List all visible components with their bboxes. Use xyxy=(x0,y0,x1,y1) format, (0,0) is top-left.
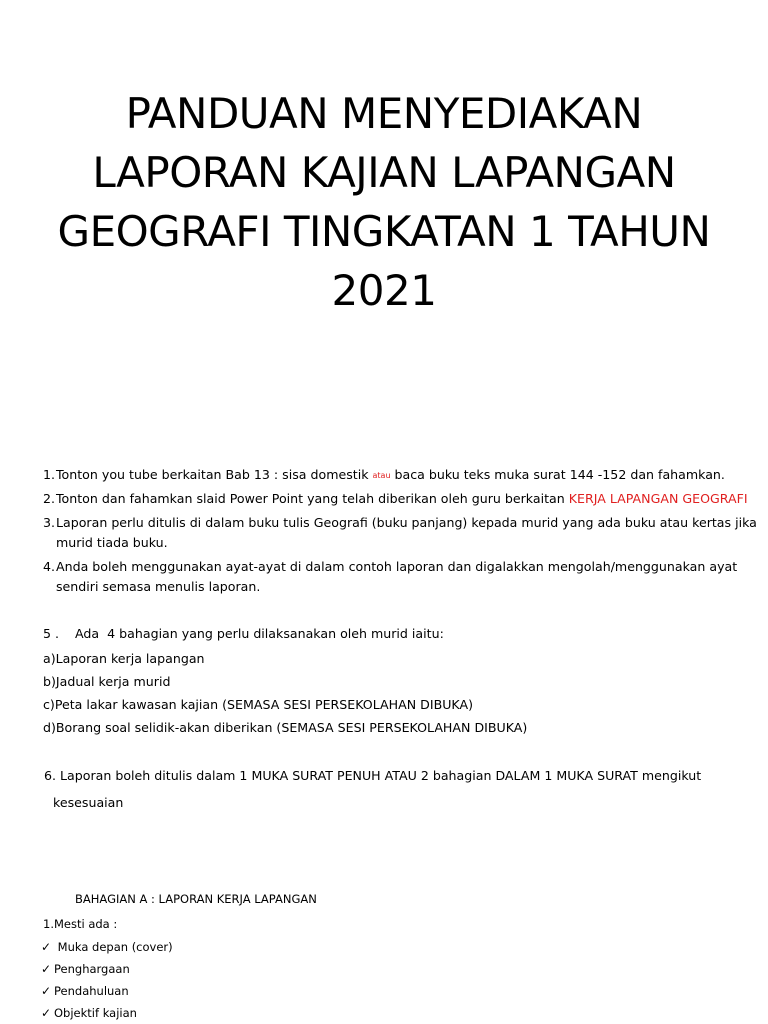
check-icon: ✓ xyxy=(41,1006,52,1020)
section-a-heading: BAHAGIAN A : LAPORAN KERJA LAPANGAN xyxy=(75,892,317,906)
checklist-label: Penghargaan xyxy=(54,962,130,976)
instruction-6: 6. Laporan boleh ditulis dalam 1 MUKA SURAT PENUH ATAU 2 bahagian DALAM 1 MUKA SURAT mengikut xyxy=(44,768,702,783)
instruction-1-text-a: Tonton you tube berkaitan Bab 13 : sisa domestik xyxy=(56,467,369,482)
instruction-1 xyxy=(43,465,725,486)
instruction-4-line-2: sendiri semasa menulis laporan. xyxy=(56,579,261,594)
instruction-1-text-b: baca buku teks muka surat 144 -152 dan fahamkan. xyxy=(394,467,725,482)
sub-item-d: d)Borang soal selidik-akan diberikan (SEMASA SESI PERSEKOLAHAN DIBUKA) xyxy=(43,720,528,735)
instruction-6-line-2: kesesuaian xyxy=(53,795,124,810)
instruction-2 xyxy=(43,489,748,509)
title-line-4: 2021 xyxy=(331,266,437,315)
item-number: 1. xyxy=(43,467,56,482)
sub-item-a: a)Laporan kerja lapangan xyxy=(43,651,205,666)
section-a-must: 1.Mesti ada : xyxy=(43,917,118,931)
instruction-1-atau: atau xyxy=(372,471,391,480)
checklist-label: Objektif kajian xyxy=(54,1006,137,1020)
item-number: 2. xyxy=(43,491,56,506)
sub-item-b: b)Jadual kerja murid xyxy=(43,674,171,689)
checklist-label: Muka depan (cover) xyxy=(57,940,173,954)
check-icon: ✓ xyxy=(41,962,52,976)
instruction-3 xyxy=(43,513,757,533)
instruction-4-line-1: Anda boleh menggunakan ayat-ayat di dalam contoh laporan dan digalakkan mengolah/menggunakan ayat xyxy=(56,559,738,574)
sub-item-c: c)Peta lakar kawasan kajian (SEMASA SESI PERSEKOLAHAN DIBUKA) xyxy=(43,697,473,712)
instruction-3-line-2: murid tiada buku. xyxy=(56,535,168,550)
check-icon: ✓ xyxy=(41,940,52,954)
checklist-item xyxy=(41,959,130,979)
instruction-2-text: Tonton dan fahamkan slaid Power Point yang telah diberikan oleh guru berkaitan xyxy=(56,491,565,506)
item-number: 4. xyxy=(43,559,56,574)
title-line-3: GEOGRAFI TINGKATAN 1 TAHUN xyxy=(57,207,711,256)
check-icon: ✓ xyxy=(41,984,52,998)
item-number: 3. xyxy=(43,515,56,530)
checklist-label: Pendahuluan xyxy=(54,984,129,998)
instruction-5: 5 . Ada 4 bahagian yang perlu dilaksanakan oleh murid iaitu: xyxy=(43,626,444,641)
instruction-3-line-1: Laporan perlu ditulis di dalam buku tulis Geografi (buku panjang) kepada murid yang ada buku atau kertas jika xyxy=(56,515,757,530)
instruction-2-highlight: KERJA LAPANGAN GEOGRAFI xyxy=(568,491,748,506)
checklist-item xyxy=(41,981,129,1001)
checklist-item xyxy=(41,937,173,957)
page-title xyxy=(40,84,728,320)
instruction-4 xyxy=(43,557,737,577)
title-line-2: LAPORAN KAJIAN LAPANGAN xyxy=(92,148,676,197)
checklist-item xyxy=(41,1003,137,1023)
title-line-1: PANDUAN MENYEDIAKAN xyxy=(125,89,643,138)
